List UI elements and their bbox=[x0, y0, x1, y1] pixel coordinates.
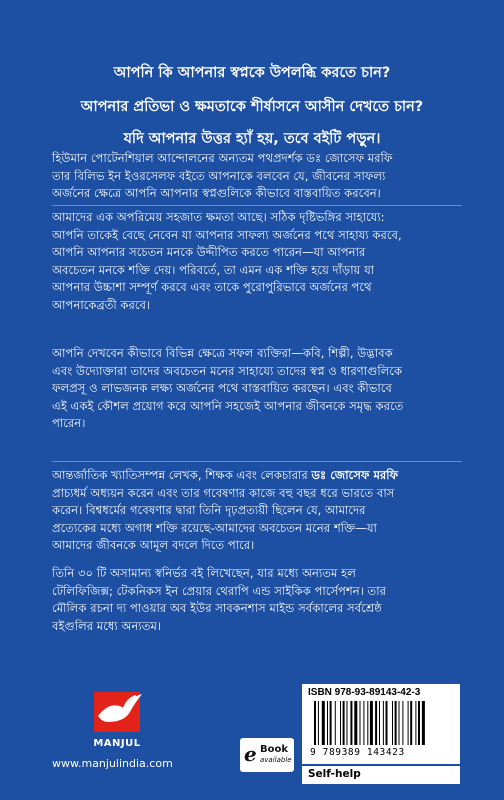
text-line: আমাদের জীবনকে আমূল বদলে দিতে পারে। bbox=[52, 538, 255, 552]
barcode-bar bbox=[408, 701, 409, 745]
barcode-bar bbox=[327, 701, 328, 745]
text-line: আপনি তাকেই বেছে নেবেন যা আপনার সাফল্য অর্জনের পথে সাহায্য করবে, bbox=[52, 227, 402, 242]
barcode-bar bbox=[410, 701, 412, 745]
headline-question-1: আপনি কি আপনার স্বপ্নকে উপলব্ধি করতে চান? bbox=[113, 65, 391, 81]
text-line: তিনি ৩০ টি অসামান্য স্বনির্ভর বই লিখেছেন, যার মধ্যে অন্যতম হল bbox=[52, 566, 356, 580]
barcode-bar bbox=[392, 701, 393, 745]
paragraph-author-works bbox=[52, 565, 462, 635]
paragraph-intro bbox=[52, 150, 462, 203]
text-line: তার বিলিভ ইন ইওরসেলফ বইতে আপনাকে বলবেন যে, জীবনের সাফল্য bbox=[52, 168, 386, 183]
text-line: ফলপ্রসূ ও লাভজনক লক্ষ্য অর্জনের পথে বাস্তবায়িত করছেন। এবং কীভাবে bbox=[52, 381, 392, 395]
ebook-label: Book bbox=[260, 744, 289, 755]
ebook-available-label: available bbox=[260, 756, 292, 764]
text-line: প্রত্যেকের মধ্যে অগাধ শক্তি রয়েছে-আমাদের অবচেতন মনের শক্তি—যা bbox=[52, 520, 377, 535]
barcode-bar bbox=[340, 701, 341, 745]
divider bbox=[52, 461, 462, 462]
isbn-number: ISBN 978-93-89143-42-3 bbox=[308, 687, 421, 698]
text-line: আপনাকেব্রতী করবে। bbox=[52, 297, 151, 312]
barcode-bar bbox=[370, 701, 373, 745]
paragraph-author-bio bbox=[52, 467, 462, 555]
manjul-logo-icon bbox=[84, 686, 150, 736]
barcode-bar bbox=[335, 701, 336, 745]
barcode-bar bbox=[322, 701, 325, 745]
barcode-bar bbox=[375, 701, 377, 745]
barcode-icon bbox=[314, 701, 454, 745]
barcode-bar bbox=[415, 701, 416, 745]
barcode-bar bbox=[395, 701, 397, 745]
barcode-bar bbox=[399, 701, 400, 745]
barcode-bar bbox=[354, 701, 357, 745]
text-line: আমাদের এক অপরিমেয় সহজাত ক্ষমতা আছে। সঠিক দৃষ্টিভঙ্গির সাহায্যে: bbox=[52, 210, 385, 224]
text-line: আপনি দেখবেন কীভাবে বিভিন্ন ক্ষেত্রে সফল ব্যক্তিরা—কবি, শিল্পী, উদ্ভাবক bbox=[52, 346, 393, 360]
text-line: মৌলিক রচনা দ্য পাওয়ার অব ইউর সাবকনশাস মাইন্ড সর্বকালের সর্বশ্রেষ্ঠ bbox=[52, 601, 382, 615]
headline-call-to-action: যদি আপনার উত্তর হ্যাঁ হয়, তবে বইটি পড়ুন। bbox=[123, 131, 381, 147]
text-line: করেন। বিশ্বধর্মের গবেষণার দ্বারা তিনি দৃঢ়প্রত্যয়ী ছিলেন যে, আমাদের bbox=[52, 503, 366, 517]
barcode-bar bbox=[350, 701, 352, 745]
bio-lead: আন্তর্জাতিক খ্যাতিসম্পন্ন লেখক, শিক্ষক এবং লেকচারার bbox=[52, 468, 312, 482]
text-line: আপনার উচ্চাশা সম্পূর্ণ করবে এবং তাকে পুরোপুরিভাবে অর্জনের পথে bbox=[52, 280, 372, 294]
text-line: এই একই কৌশল প্রয়োগ করে আপনি সহজেই আপনার জীবনকে সমৃদ্ধ করতে bbox=[52, 398, 404, 413]
barcode-bar bbox=[383, 701, 384, 745]
barcode-bar bbox=[418, 701, 420, 745]
barcode-bar bbox=[363, 701, 364, 745]
barcode-bar bbox=[360, 701, 361, 745]
text-line: অবচেতন মনকে শক্তি দেয়। পরিবর্তে, তা এমন এক শক্তি হয়ে দাঁড়ায় যা bbox=[52, 262, 375, 277]
headline-question-2: আপনার প্রতিভা ও ক্ষমতাকে শীর্ষাসনে আসীন দেখতে চান? bbox=[80, 99, 424, 115]
barcode-digits: 9 789389 143423 bbox=[310, 747, 405, 758]
author-name: ডঃ জোসেফ মরফি bbox=[311, 468, 399, 482]
text-line bbox=[52, 467, 462, 485]
paragraph-successful-people bbox=[52, 345, 462, 433]
publisher-name: MANJUL bbox=[93, 738, 141, 749]
barcode-bar bbox=[330, 701, 332, 745]
category-label-box bbox=[302, 766, 460, 784]
publisher-website[interactable]: www.manjulindia.com bbox=[52, 757, 173, 770]
barcode-bar bbox=[367, 701, 368, 745]
barcode-bar bbox=[347, 701, 348, 745]
paragraph-ability bbox=[52, 209, 462, 314]
barcode-bar bbox=[422, 701, 425, 745]
divider bbox=[52, 205, 462, 206]
barcode-bar bbox=[343, 701, 345, 745]
ebook-e-icon: e bbox=[244, 742, 257, 766]
text-line: পারেন। bbox=[52, 416, 86, 430]
text-line: টেলিফিজিক্স; টেকনিকস ইন প্রেয়ার থেরাপি এন্ড সাইকিক পার্সেপশন। তার bbox=[52, 583, 386, 598]
barcode-panel bbox=[302, 684, 460, 764]
text-line: প্রাচ্যধর্ম অধ্যয়ন করেন এবং তার গবেষণার কাজে বহু বছর ধরে ভারতে বাস bbox=[52, 485, 395, 500]
barcode-bar bbox=[314, 701, 316, 745]
barcode-bar bbox=[379, 701, 380, 745]
text-line: এবং উদ্যোক্তারা তাদের অবচেতন মনের সাহায্যে তাদের স্বপ্ন ও ধারণাগুলিকে bbox=[52, 363, 403, 378]
category-label: Self-help bbox=[308, 768, 361, 780]
text-line: আপনি আপনার সচেতন মনকে উদ্দীপিত করতে পারেন—যা আপনার bbox=[52, 245, 366, 259]
barcode-bar bbox=[386, 701, 388, 745]
text-line: অর্জনের ক্ষেত্রে আপনি আপনার স্বপ্নগুলিকে কীভাবে বাস্তবায়িত করবেন। bbox=[52, 186, 381, 200]
text-line: বইগুলির মধ্যে অন্যতম। bbox=[52, 618, 162, 633]
barcode-bar bbox=[402, 701, 403, 745]
ebook-available-badge bbox=[240, 738, 294, 772]
text-line: হিউমান পোটেনশিয়াল আন্দোলনের অন্যতম পথপ্রদর্শক ডঃ জোসেফ মরফি bbox=[52, 151, 393, 165]
barcode-bar bbox=[318, 701, 319, 745]
